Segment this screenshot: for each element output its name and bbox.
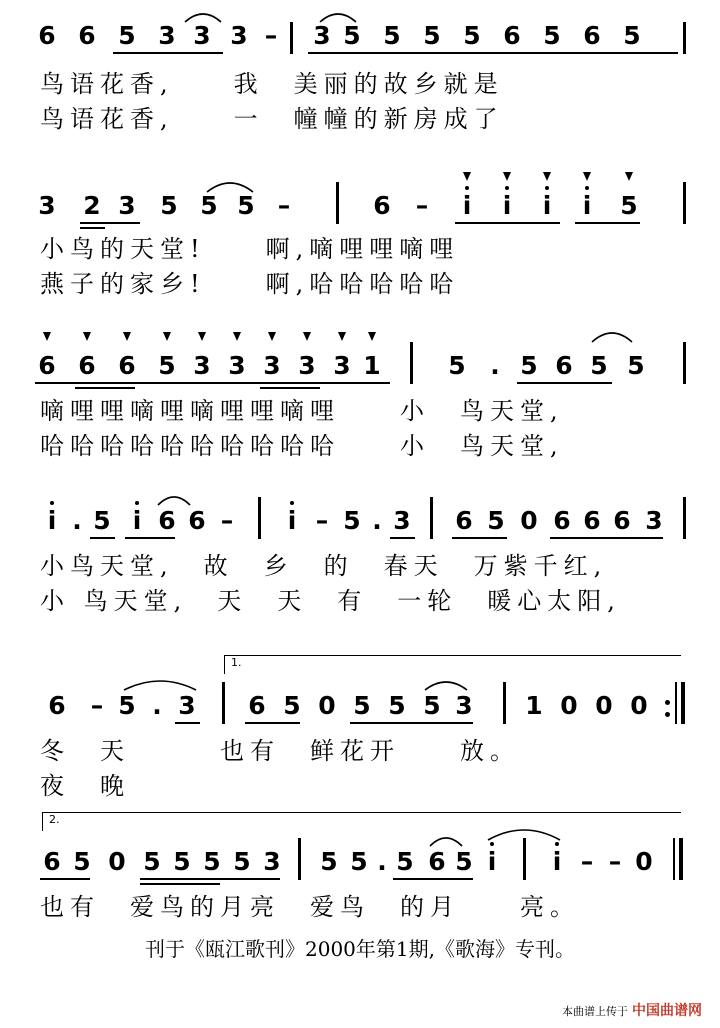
notes-line-3: 6 6 6 5 3 3 3 3 3 1 5 . 5 6 5 5 xyxy=(0,352,720,392)
volta-1: 1. xyxy=(224,655,681,674)
lyrics-3-verse-2: 哈哈哈哈哈哈哈哈哈哈 小 鸟天堂, xyxy=(40,432,564,460)
lyrics-1-verse-2: 鸟语花香, 一 幢幢的新房成了 xyxy=(40,105,504,133)
lyrics-6-verse-1: 也有 爱鸟的月亮 爱鸟 的月 亮。 xyxy=(40,893,580,921)
lyrics-5-verse-2: 夜 晚 xyxy=(40,772,130,800)
site-logo: 中国曲谱网 xyxy=(632,1003,702,1019)
lyrics-3-verse-1: 嘀哩哩嘀哩嘀哩哩嘀哩 小 鸟天堂, xyxy=(40,397,564,425)
credit-text: 本曲谱上传于 xyxy=(562,1005,628,1018)
upload-credit xyxy=(562,1000,702,1020)
lyrics-1-verse-1: 鸟语花香, 我 美丽的故乡就是 xyxy=(40,70,504,98)
lyrics-4-verse-1: 小鸟天堂, 故 乡 的 春天 万紫千红, xyxy=(40,552,608,580)
notes-line-5: 6 – 5 . 3 6 5 0 5 5 5 3 1 0 0 0 xyxy=(0,692,720,732)
lyrics-2-verse-2: 燕子的家乡! 啊,哈哈哈哈哈 xyxy=(40,270,460,298)
lyrics-5-verse-1: 冬 天 也有 鲜花开 放。 xyxy=(40,737,520,765)
notes-line-6: 6 5 0 5 5 5 5 3 5 5 . 5 6 5 i i – – 0 xyxy=(0,848,720,888)
lyrics-4-verse-2: 小 鸟天堂, 天 天 有 一轮 暖心太阳, xyxy=(40,587,621,615)
notes-line-2: 3 2 3 5 5 5 – 6 – i i i i 5 xyxy=(0,192,720,232)
volta-2: 2. xyxy=(42,812,681,831)
notes-line-4: i . 5 i 6 6 – i – 5 . 3 6 5 0 6 6 6 3 xyxy=(0,507,720,547)
publication-note: 刊于《瓯江歌刊》2000年第1期,《歌海》专刊。 xyxy=(145,937,575,961)
notes-line-1: 6 6 5 3 3 3 – 3 5 5 5 5 6 5 6 5 xyxy=(0,22,720,62)
lyrics-2-verse-1: 小鸟的天堂! 啊,嘀哩哩嘀哩 xyxy=(40,235,460,263)
